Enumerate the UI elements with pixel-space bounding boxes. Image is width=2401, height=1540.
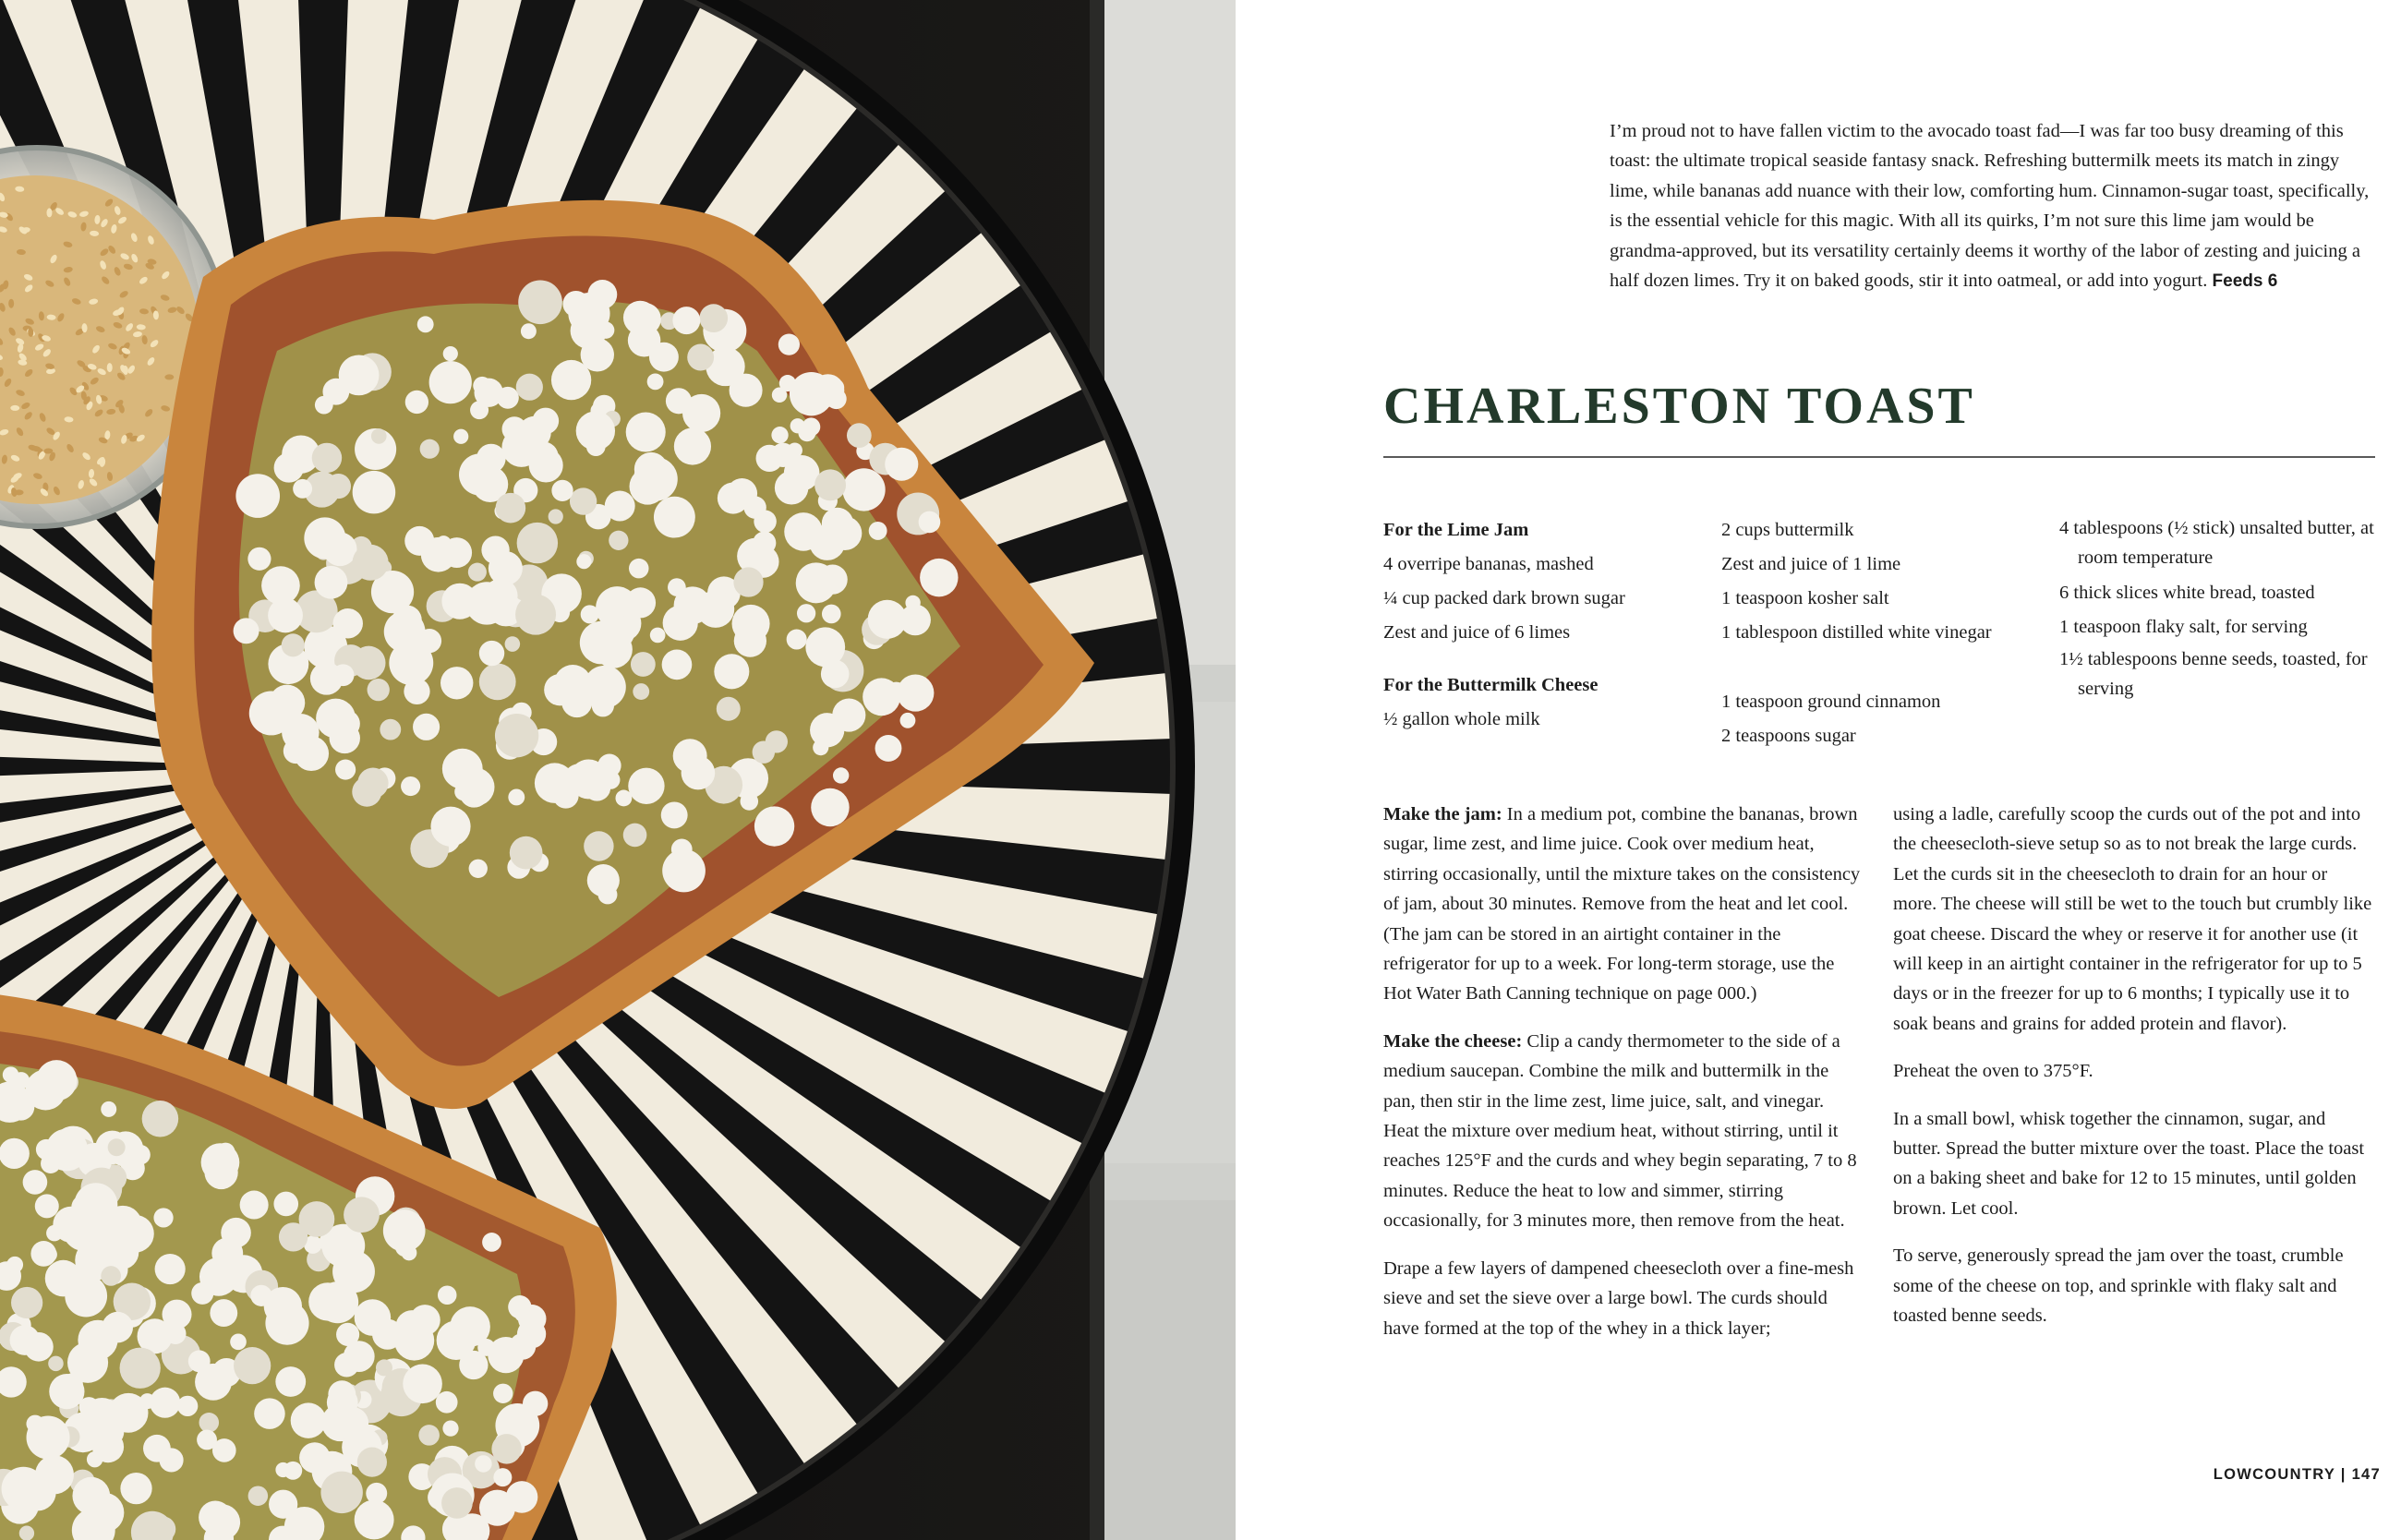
ingredient-item: 4 tablespoons (½ stick) unsalted butter, at room temperature xyxy=(2059,518,2374,568)
cheese-crumble xyxy=(875,735,902,762)
cheese-crumble xyxy=(626,412,666,451)
cheese-crumble xyxy=(199,1500,232,1534)
step-make-jam: Make the jam: In a medium pot, combine the bananas, brown sugar, lime zest, and lime juice. Cook over medium heat, stirring occasionally, until the mixture takes on the consistency of jam, about 30 minutes. Remove from the heat and let cool. (The jam can be stored in an airtight container in the refrigerator for up to a week. For long-term storage, use the Hot Water Bath Canning technique on page 000.) xyxy=(1383,804,1861,1005)
cheese-crumble xyxy=(293,479,312,499)
page-number: 147 xyxy=(2351,1466,2381,1483)
cheese-crumble xyxy=(197,1430,217,1450)
cheese-crumble xyxy=(275,1366,306,1397)
cheese-crumble xyxy=(153,1208,173,1227)
cheese-crumble xyxy=(671,838,693,860)
cheese-crumble xyxy=(623,824,647,848)
cheese-crumble xyxy=(479,1490,515,1526)
cheese-crumble xyxy=(754,806,794,846)
cheese-crumble xyxy=(418,1425,440,1446)
cheese-crumble xyxy=(576,411,615,450)
cheese-crumble xyxy=(682,756,716,790)
cheese-crumble xyxy=(120,1473,151,1504)
method-column-2 xyxy=(1893,800,2373,1349)
cheese-crumble xyxy=(442,1421,458,1437)
ingredient-item: ¼ cup packed dark brown sugar xyxy=(1383,588,1625,608)
cheese-crumble xyxy=(842,468,885,511)
cheese-crumble xyxy=(811,788,849,826)
cheese-crumble xyxy=(247,547,271,571)
cheese-crumble xyxy=(403,1364,442,1403)
cheese-crumble xyxy=(587,864,620,896)
benne-seed xyxy=(46,208,52,217)
cheese-crumble xyxy=(355,1500,394,1540)
cheese-crumble xyxy=(672,307,700,334)
cheese-crumble xyxy=(191,1282,213,1305)
cheese-crumble xyxy=(315,566,348,599)
recipe-title: CHARLESTON TOAST xyxy=(1383,378,1975,435)
cheese-crumble xyxy=(429,361,472,403)
ingredient-item: 1 tablespoon distilled white vinegar xyxy=(1721,622,1992,643)
cheese-crumble xyxy=(634,452,669,487)
yield-label: Feeds 6 xyxy=(2212,271,2278,292)
cheese-crumble xyxy=(771,427,788,443)
cheese-crumble xyxy=(833,767,849,783)
cheese-crumble xyxy=(772,388,787,403)
ingredients-column-1 xyxy=(1383,513,1716,737)
cheese-crumble xyxy=(80,1210,114,1244)
cheese-crumble xyxy=(3,1066,19,1083)
cheese-crumble xyxy=(443,346,458,361)
benne-seed xyxy=(8,299,14,308)
cheese-crumble xyxy=(809,524,845,560)
cheese-crumble xyxy=(666,388,692,414)
cheese-crumble xyxy=(299,1201,335,1237)
ingredient-item: 2 cups buttermilk xyxy=(1721,520,1854,540)
cheese-crumble xyxy=(401,776,420,796)
cheese-crumble xyxy=(576,554,591,569)
cheese-crumble xyxy=(599,615,634,650)
ingredient-item: 1½ tablespoons benne seeds, toasted, for serving xyxy=(2059,649,2368,699)
cheese-crumble xyxy=(847,423,872,448)
cheese-crumble xyxy=(509,1333,536,1360)
method-column-1 xyxy=(1383,800,1864,1361)
cheese-crumble xyxy=(663,606,698,641)
cheese-crumble xyxy=(790,418,805,433)
cheese-crumble xyxy=(93,1416,125,1448)
cheese-crumble xyxy=(453,429,468,444)
cheese-crumble xyxy=(332,715,353,736)
cheese-crumble xyxy=(48,1356,64,1372)
cheese-crumble xyxy=(27,1415,70,1459)
cheese-crumble xyxy=(344,1341,375,1372)
step-drape-cheesecloth-continued: using a ladle, carefully scoop the curds out of the pot and into the cheesecloth-sieve setup so as to not break the large curds. Let the curds sit in the cheesecloth to drain for an hour or more. The cheese will still be wet to the touch but crumbly like goat cheese. Discard the whey or reserve it for another use (it will keep in an airtight container in the refrigerator for up to 5 days or in the freezer for up to 6 months; I typically use it to soak beans and grains for added protein and flavor). xyxy=(1893,804,2372,1034)
step-serve: To serve, generously spread the jam over the toast, crumble some of the cheese on top, and sprinkle with flaky salt and toasted benne seeds. xyxy=(1893,1245,2344,1327)
cheese-crumble xyxy=(518,280,562,324)
cheese-crumble xyxy=(410,1305,440,1335)
cheese-crumble xyxy=(450,1306,490,1347)
cheese-crumble xyxy=(248,1486,269,1506)
cheese-crumble xyxy=(484,579,518,613)
cheese-crumble xyxy=(650,628,666,644)
cheese-crumble xyxy=(65,1275,107,1317)
cheese-crumble xyxy=(420,439,440,459)
step-butter-toast: In a small bowl, whisk together the cinnamon, sugar, and butter. Spread the butter mixture over the toast. Place the toast on a baking sheet and bake for 12 to 15 minutes, until golden brown. Let cool. xyxy=(1893,1108,2365,1219)
cheese-crumble xyxy=(344,1197,380,1233)
cheese-crumble xyxy=(766,730,788,752)
cheese-crumble xyxy=(869,522,887,540)
cheese-crumble xyxy=(441,1487,473,1519)
cheese-crumble xyxy=(508,788,525,805)
cheese-crumble xyxy=(718,482,749,513)
cheese-crumble xyxy=(905,596,920,610)
cheese-crumble xyxy=(812,374,845,407)
cheese-crumble xyxy=(468,563,487,582)
cheese-crumble xyxy=(328,1380,356,1408)
ingredient-item: 1 teaspoon ground cinnamon xyxy=(1721,692,1941,712)
cheese-crumble xyxy=(515,595,556,635)
cheese-crumble xyxy=(551,360,591,400)
cheese-crumble xyxy=(491,1434,521,1463)
cheese-crumble xyxy=(269,1490,297,1519)
cheese-crumble xyxy=(821,660,850,689)
cheese-crumble xyxy=(587,280,617,309)
cheese-crumble xyxy=(633,683,649,700)
ingredient-item: 2 teaspoons sugar xyxy=(1721,726,1856,746)
cheese-crumble xyxy=(479,641,504,666)
cheese-crumble xyxy=(254,1398,285,1429)
cheese-crumble xyxy=(383,1209,426,1252)
cheese-crumble xyxy=(475,1455,491,1472)
cheese-crumble xyxy=(108,1138,126,1156)
cheese-crumble xyxy=(584,831,613,860)
cheese-crumble xyxy=(273,1192,298,1217)
cheese-crumble xyxy=(101,1101,116,1117)
cheese-crumble xyxy=(733,567,763,596)
cheese-crumble xyxy=(54,1220,70,1235)
cheese-crumble xyxy=(609,531,628,550)
cheese-crumble xyxy=(210,1299,237,1327)
cheese-crumble xyxy=(771,443,795,467)
cheese-crumble xyxy=(900,713,916,728)
cheese-crumble xyxy=(493,1468,512,1486)
cheese-crumble xyxy=(474,379,502,407)
cheese-crumble xyxy=(674,427,711,464)
recipe-page xyxy=(1236,0,2401,1540)
cheese-crumble xyxy=(459,453,501,495)
cheese-crumble xyxy=(380,719,401,740)
cheese-crumble xyxy=(234,1347,271,1384)
cheese-crumble xyxy=(753,531,776,554)
cheese-crumble xyxy=(479,663,516,700)
cheese-crumble xyxy=(24,1332,54,1362)
cheese-crumble xyxy=(787,630,807,650)
cheese-crumble xyxy=(332,1250,375,1293)
cheese-crumble xyxy=(274,452,304,482)
cheese-crumble xyxy=(323,532,357,566)
cheese-crumble xyxy=(284,739,308,764)
cheese-crumble xyxy=(886,682,906,703)
cheese-crumble xyxy=(211,1237,243,1269)
cheese-crumble xyxy=(150,1388,180,1418)
cheese-crumble xyxy=(87,1451,103,1467)
cheese-crumble xyxy=(265,1302,308,1345)
cheese-crumble xyxy=(199,1413,219,1433)
cheese-crumble xyxy=(336,1407,368,1439)
cheese-crumble xyxy=(35,1194,59,1218)
cheese-crumble xyxy=(284,1462,302,1480)
cheese-crumble xyxy=(35,1455,74,1494)
title-divider xyxy=(1383,456,2375,458)
cheese-crumble xyxy=(230,1334,247,1351)
cheese-crumble xyxy=(159,1448,183,1472)
ingredient-item: 1 teaspoon flaky salt, for serving xyxy=(2059,617,2308,637)
cheese-crumble xyxy=(797,604,815,622)
cheese-crumble xyxy=(717,697,741,721)
cheese-crumble xyxy=(353,545,389,581)
cheese-crumble xyxy=(496,493,526,523)
cheese-crumble xyxy=(516,374,543,401)
cheese-crumble xyxy=(441,537,472,568)
cheese-crumble xyxy=(352,777,381,807)
cheese-crumble xyxy=(299,1442,330,1473)
cheese-crumble xyxy=(6,1257,23,1273)
cheese-crumble xyxy=(629,559,649,579)
ingredient-item: ½ gallon whole milk xyxy=(1383,709,1540,729)
cheese-crumble xyxy=(446,584,470,608)
cheese-crumble xyxy=(818,565,848,595)
cheese-crumble xyxy=(469,860,488,878)
cheese-crumble xyxy=(562,291,588,317)
cheese-crumble xyxy=(335,759,356,779)
cheese-crumble xyxy=(54,1269,70,1284)
cheese-crumble xyxy=(549,509,563,523)
cheese-crumble xyxy=(320,1472,362,1513)
cheese-crumble xyxy=(699,304,728,332)
step-drape-cheesecloth: Drape a few layers of dampened cheesecloth over a fine-mesh sieve and set the sieve over a large bowl. The curds should have formed at the top of the whey in a thick layer; xyxy=(1383,1257,1854,1339)
cheese-crumble xyxy=(517,523,558,563)
cheese-crumble xyxy=(810,713,844,747)
ingredient-item: Zest and juice of 6 limes xyxy=(1383,622,1571,643)
cheese-crumble xyxy=(326,474,351,499)
buttermilk-cheese-heading: For the Buttermilk Cheese xyxy=(1383,675,1599,695)
cheese-crumble xyxy=(732,605,770,643)
cheese-crumble xyxy=(551,480,573,501)
cheese-crumble xyxy=(814,469,846,500)
cheese-crumble xyxy=(291,1402,326,1438)
cheese-crumble xyxy=(120,1348,161,1389)
cheese-crumble xyxy=(714,654,749,689)
step-make-cheese: Make the cheese: Clip a candy thermometer to the side of a medium saucepan. Combine the milk and buttermilk in the pan, then stir in the lime zest, lime juice, salt, and vinegar. Heat the mixture over medium heat, without stirring, until it reaches 125°F and the curds and whey begin separating, 7 to 8 minutes. Reduce the heat to low and simmer, stirring occasionally, for 3 minutes more, then remove from the heat. xyxy=(1383,1030,1857,1232)
cheese-crumble xyxy=(631,652,656,677)
cheese-crumble xyxy=(413,714,440,740)
cheese-crumble xyxy=(647,373,664,390)
cheese-crumble xyxy=(754,511,776,533)
cheese-crumble xyxy=(61,1373,83,1395)
cheese-crumble xyxy=(495,714,538,757)
cheese-crumble xyxy=(628,768,664,804)
cheese-crumble xyxy=(101,1266,121,1286)
cheese-crumble xyxy=(268,598,303,633)
cheese-crumble xyxy=(376,1359,392,1376)
cheese-crumble xyxy=(687,344,714,371)
ingredient-item: 4 overripe bananas, mashed xyxy=(1383,554,1594,574)
cheese-crumble xyxy=(661,801,688,828)
ingredients-column-2 xyxy=(1721,513,2054,753)
page-folio: LOWCOUNTRY | 147 xyxy=(2213,1466,2381,1483)
cheese-crumble xyxy=(312,443,342,473)
cheese-crumble xyxy=(493,1384,513,1403)
cheese-crumble xyxy=(23,1170,48,1195)
cheese-crumble xyxy=(240,1191,269,1220)
cheese-crumble xyxy=(332,664,355,686)
intro-paragraph: I’m proud not to have fallen victim to the avocado toast fad—I was far too busy dreaming of this toast: the ultimate tropical seaside fantasy snack. Refreshing buttermilk meets its match in zingy lime, while bananas add nuance with their low, comforting hum. Cinnamon-sugar toast, specifically, is the essential vehicle for this magic. With all its quirks, I’m not sure this lime jam would be grandma-approved, but its versatility certainly deems it worthy of the labor of zesting and juicing a half dozen limes. Try it on baked goods, stir it into oatmeal, or add into yogurt. Feeds 6 xyxy=(1610,121,2370,292)
cheese-crumble xyxy=(505,636,521,652)
ingredient-item: Zest and juice of 1 lime xyxy=(1721,554,1901,574)
cheese-crumble xyxy=(919,511,941,534)
cheese-crumble xyxy=(36,1060,77,1101)
cheese-crumble xyxy=(155,1254,186,1284)
cheese-crumble xyxy=(510,836,543,870)
cheese-crumble xyxy=(662,650,693,680)
cheese-crumble xyxy=(282,633,305,656)
cheese-crumble xyxy=(357,1448,387,1477)
step-preheat: Preheat the oven to 375°F. xyxy=(1893,1061,2093,1082)
cheese-crumble xyxy=(368,679,390,701)
cheese-crumble xyxy=(430,807,470,847)
cheese-crumble xyxy=(584,666,626,708)
cheese-crumble xyxy=(518,416,551,450)
cheese-crumble xyxy=(778,334,800,355)
cheese-crumble xyxy=(885,448,918,481)
cheese-crumble xyxy=(482,1233,501,1252)
cheese-crumble xyxy=(920,559,958,596)
cheese-crumble xyxy=(868,600,907,639)
cheese-crumble xyxy=(11,1287,42,1318)
cheese-crumble xyxy=(605,491,635,522)
cheese-crumble xyxy=(142,1101,179,1137)
section-name: LOWCOUNTRY xyxy=(2213,1466,2335,1483)
cheese-crumble xyxy=(384,611,426,653)
cheese-crumble xyxy=(371,428,387,444)
cheese-crumble xyxy=(654,497,695,538)
cheese-crumble xyxy=(521,323,537,339)
cheese-crumble xyxy=(102,1312,133,1343)
cheese-crumble xyxy=(322,379,349,405)
cheese-crumble xyxy=(436,1391,458,1414)
cheese-crumble xyxy=(438,1285,457,1305)
cheese-crumble xyxy=(508,1295,531,1318)
cheese-crumble xyxy=(352,646,386,680)
cheese-crumble xyxy=(405,391,428,414)
cheese-crumble xyxy=(188,1350,211,1372)
cheese-crumble xyxy=(0,1138,30,1169)
cheese-crumble xyxy=(454,783,472,800)
cheese-crumble xyxy=(597,321,614,338)
cheese-crumble xyxy=(216,1143,235,1162)
cheese-crumble xyxy=(404,526,434,556)
cheese-crumble xyxy=(332,608,362,638)
cheese-crumble xyxy=(699,594,724,619)
cheese-crumble xyxy=(177,1396,198,1416)
cheese-crumble xyxy=(440,667,473,699)
cheese-crumble xyxy=(553,783,579,809)
cheese-crumble xyxy=(164,1323,186,1344)
cheese-crumble xyxy=(235,474,280,518)
cheese-crumble xyxy=(417,316,434,332)
ingredients-column-3 xyxy=(2059,513,2378,707)
cheese-crumble xyxy=(30,1241,56,1267)
ingredient-item: 6 thick slices white bread, toasted xyxy=(2059,583,2315,603)
cheese-crumble xyxy=(353,471,396,514)
lime-jam-heading: For the Lime Jam xyxy=(1383,520,1529,540)
cheese-crumble xyxy=(629,303,661,335)
cheese-crumble xyxy=(544,674,575,705)
ingredient-item: 1 teaspoon kosher salt xyxy=(1721,588,1889,608)
cheese-crumble xyxy=(234,618,259,644)
cheese-crumble xyxy=(822,605,841,624)
cheese-crumble xyxy=(570,487,597,514)
